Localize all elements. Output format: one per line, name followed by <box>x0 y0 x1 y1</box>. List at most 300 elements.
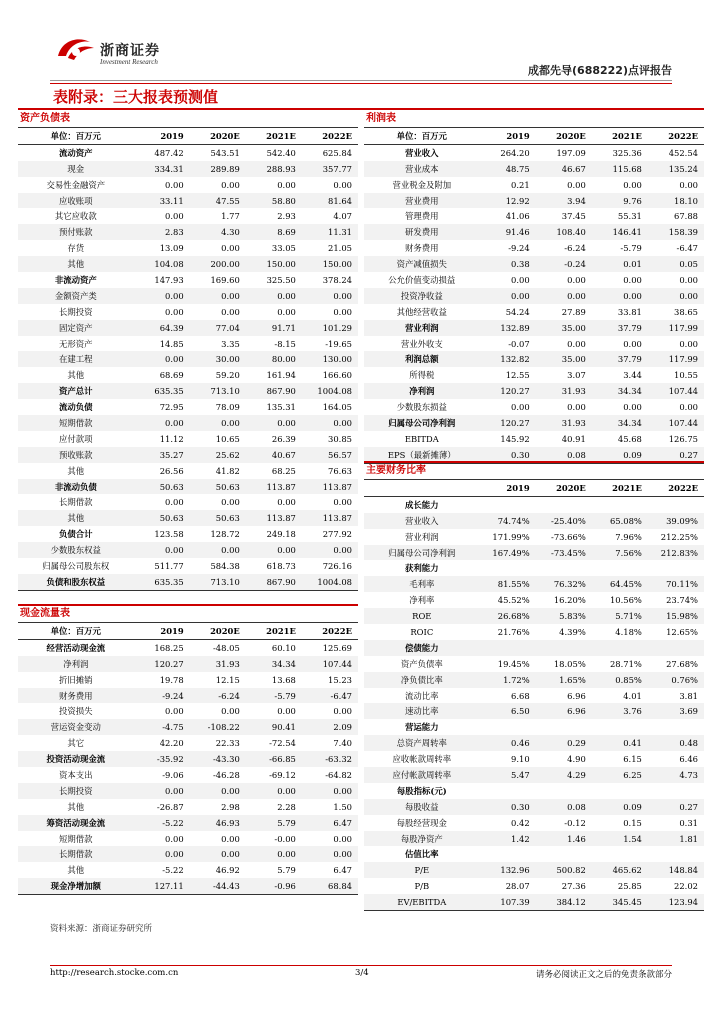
cashflow-table <box>18 622 358 895</box>
cell-value: 76.32% <box>536 576 592 592</box>
cell-value: 0.00 <box>134 288 190 304</box>
row-label: 其它 <box>67 738 85 749</box>
cell-value: -19.65 <box>325 338 352 349</box>
cell-value: 31.93 <box>536 415 592 431</box>
table-row <box>364 224 704 240</box>
cell-value: 584.38 <box>210 560 240 571</box>
cell-value: 150.00 <box>246 256 302 272</box>
cell-value: 0.30 <box>480 799 536 815</box>
cell-value: 200.00 <box>190 256 246 272</box>
cell-value: 0.00 <box>277 497 296 508</box>
cell-value: 289.89 <box>190 161 246 177</box>
row-label: P/E <box>364 862 480 878</box>
table-row <box>364 783 704 799</box>
cell-value: 6.25 <box>592 767 648 783</box>
table-row <box>18 862 358 878</box>
table-row <box>364 894 704 910</box>
cell-value: 212.25% <box>660 531 698 542</box>
cell-value: 249.18 <box>266 529 296 540</box>
cell-value: 50.63 <box>134 510 190 526</box>
cell-value: -0.07 <box>508 338 530 349</box>
table-row <box>364 367 704 383</box>
cell-value: 635.35 <box>134 574 190 590</box>
row-label: 营业利润 <box>405 531 439 542</box>
table-row <box>364 496 704 512</box>
heading-rule <box>18 108 704 110</box>
cell-value: 0.00 <box>221 833 240 844</box>
cell-value: 625.84 <box>322 147 352 158</box>
table-row <box>364 719 704 735</box>
table-row <box>364 513 704 529</box>
table-row <box>18 463 358 479</box>
column-header-year: 2019 <box>480 128 536 145</box>
cell-value: 135.31 <box>266 402 296 413</box>
row-label: 现金 <box>18 161 134 177</box>
cell-value: 123.94 <box>648 894 704 910</box>
cell-value: 0.00 <box>302 846 358 862</box>
cell-value: 0.00 <box>567 338 586 349</box>
cell-value: 80.00 <box>246 351 302 367</box>
cell-value: 27.89 <box>561 306 586 317</box>
cell-value: 50.63 <box>134 479 190 495</box>
cell-value: 4.01 <box>623 690 642 701</box>
row-label: 筹资活动现金流 <box>18 815 134 831</box>
row-label: 其他经营收益 <box>396 306 447 317</box>
cell-value: 78.09 <box>215 402 240 413</box>
page-number: 3/4 <box>355 968 369 978</box>
table-row <box>364 529 704 545</box>
cell-value <box>648 560 704 576</box>
cell-value: 635.35 <box>134 383 190 399</box>
cell-value: 0.08 <box>536 447 592 463</box>
cell-value: -6.24 <box>190 688 246 704</box>
cell-value: 9.76 <box>592 193 648 209</box>
cell-value: 487.42 <box>154 147 184 158</box>
row-label: 少数股东损益 <box>396 402 447 413</box>
row-label: 交易性金融资产 <box>46 179 106 190</box>
cell-value: 169.60 <box>210 274 240 285</box>
cell-value: 0.38 <box>480 256 536 272</box>
cell-value: 378.24 <box>322 274 352 285</box>
cell-value: 74.74% <box>480 513 536 529</box>
table-row <box>18 703 358 719</box>
cell-value: 0.00 <box>277 179 296 190</box>
cell-value: 77.04 <box>190 320 246 336</box>
cell-value: 16.20% <box>553 595 586 606</box>
row-label: 折旧摊销 <box>59 674 93 685</box>
row-label: 净利率 <box>409 595 435 606</box>
cell-value: -48.05 <box>212 642 240 653</box>
cell-value: 357.77 <box>302 161 358 177</box>
cell-value: -9.06 <box>162 769 184 780</box>
cell-value: 0.00 <box>623 338 642 349</box>
cell-value: 0.00 <box>190 288 246 304</box>
table-row <box>364 320 704 336</box>
row-label: 短期借款 <box>18 415 134 431</box>
row-label: 短期借款 <box>59 833 93 844</box>
row-label: 资本支出 <box>59 769 93 780</box>
cell-value: 4.29 <box>536 767 592 783</box>
cell-value: 40.91 <box>561 433 586 444</box>
cell-value: 713.10 <box>190 383 246 399</box>
cell-value: -25.40% <box>536 513 592 529</box>
table-row <box>18 256 358 272</box>
cell-value: 150.00 <box>302 256 358 272</box>
cell-value: 2.83 <box>134 224 190 240</box>
cell-value: 5.47 <box>480 767 536 783</box>
cell-value: 9.10 <box>511 754 530 765</box>
cell-value: 0.15 <box>623 817 642 828</box>
row-label: 无形资产 <box>59 338 93 349</box>
cell-value: 6.96 <box>536 703 592 719</box>
cell-value: 5.79 <box>277 865 296 876</box>
table-row <box>364 703 704 719</box>
cell-value: 0.85% <box>592 672 648 688</box>
table-header-row <box>18 128 358 145</box>
cell-value: 18.05% <box>553 658 586 669</box>
column-header-year: 2020E <box>536 128 592 145</box>
cell-value: 108.40 <box>536 224 592 240</box>
row-label: 获利能力 <box>405 563 439 574</box>
column-header-unit: 单位：百万元 <box>364 128 480 145</box>
table-row <box>364 799 704 815</box>
row-label: 其他 <box>67 801 85 812</box>
footer-url[interactable]: http://research.stocke.com.cn <box>50 968 179 978</box>
table-row <box>18 719 358 735</box>
cell-value: 0.00 <box>246 288 302 304</box>
table-row <box>18 639 358 655</box>
cell-value: 19.78 <box>159 674 184 685</box>
cell-value: 128.72 <box>210 529 240 540</box>
table-row <box>18 767 358 783</box>
cell-value: -66.85 <box>246 751 302 767</box>
row-label: 流动资产 <box>59 147 93 158</box>
row-label: 负债合计 <box>59 529 93 540</box>
cell-value: 1.46 <box>536 831 592 847</box>
cell-value: 6.15 <box>623 754 642 765</box>
row-label: 非流动资产 <box>54 274 97 285</box>
cell-value: 0.00 <box>480 288 536 304</box>
row-label: 归属母公司净利润 <box>364 415 480 431</box>
column-header-year: 2020E <box>190 128 246 145</box>
table-row <box>364 672 704 688</box>
row-label: ROE <box>364 608 480 624</box>
cell-value: 15.23 <box>328 674 352 685</box>
cell-value: 125.69 <box>322 642 352 653</box>
cell-value: 0.00 <box>190 415 246 431</box>
cell-value: -8.15 <box>274 338 296 349</box>
cell-value: 2.93 <box>277 211 296 222</box>
header-divider <box>50 80 672 81</box>
cell-value: 4.73 <box>648 767 704 783</box>
row-label: 所得税 <box>409 370 435 381</box>
table-row <box>364 608 704 624</box>
column-header-year: 2020E <box>536 480 592 497</box>
balance-sheet-panel <box>18 111 358 591</box>
row-label: 归属母公司净利润 <box>364 545 480 561</box>
cell-value: 264.20 <box>500 147 530 158</box>
cell-value: 0.27 <box>648 447 704 463</box>
footer-divider <box>50 965 672 966</box>
row-label: 营运能力 <box>405 722 439 733</box>
table-row <box>364 272 704 288</box>
cell-value: 10.65 <box>215 433 240 444</box>
table-header-row <box>364 480 704 497</box>
table-row <box>364 878 704 894</box>
cell-value: 2.28 <box>277 801 296 812</box>
row-label: EV/EBITDA <box>364 894 480 910</box>
column-header-year: 2019 <box>134 623 190 640</box>
table-row <box>364 545 704 561</box>
row-label: P/B <box>414 881 430 892</box>
cell-value: 161.94 <box>266 370 296 381</box>
cell-value <box>536 846 592 862</box>
cell-value: 1.81 <box>648 831 704 847</box>
row-label: 少数股东权益 <box>18 542 134 558</box>
table-row <box>18 240 358 256</box>
cell-value: 1004.08 <box>302 574 358 590</box>
row-label: 净利润 <box>364 383 480 399</box>
cell-value: 500.82 <box>536 862 592 878</box>
cell-value: 1.50 <box>333 801 352 812</box>
cell-value: 0.76% <box>648 672 704 688</box>
cell-value <box>592 846 648 862</box>
cell-value: 68.69 <box>159 370 184 381</box>
row-label: 毛利率 <box>364 576 480 592</box>
cell-value: 0.00 <box>246 783 302 799</box>
ratios-table <box>364 479 704 911</box>
cell-value: 3.35 <box>221 338 240 349</box>
row-label: 存货 <box>67 243 85 254</box>
row-label: 营业利润 <box>364 320 480 336</box>
cell-value: 0.00 <box>333 833 352 844</box>
cell-value: 26.68% <box>480 608 536 624</box>
table-row <box>18 831 358 847</box>
cell-value: 58.80 <box>246 193 302 209</box>
table-row <box>364 383 704 399</box>
cell-value: 0.27 <box>648 799 704 815</box>
row-label: 其他 <box>67 465 85 476</box>
cell-value <box>480 719 536 735</box>
cell-value: -9.24 <box>508 243 530 254</box>
cell-value: 0.41 <box>592 735 648 751</box>
cell-value: 101.29 <box>302 320 358 336</box>
row-label: 每股经营现金 <box>396 817 447 828</box>
row-label: 总资产周转率 <box>364 735 480 751</box>
cell-value: -0.96 <box>246 878 302 894</box>
row-label: 投资净收益 <box>364 288 480 304</box>
cell-value: 27.68% <box>666 658 698 669</box>
table-row <box>364 767 704 783</box>
table-row <box>364 144 704 160</box>
cell-value: -72.54 <box>269 738 296 749</box>
cell-value: 81.55% <box>480 576 536 592</box>
cell-value: 10.56% <box>609 595 642 606</box>
row-label: 营业收入 <box>405 147 439 158</box>
row-label: 利润总额 <box>364 351 480 367</box>
row-label: 营业成本 <box>364 161 480 177</box>
cell-value: 120.27 <box>134 656 190 672</box>
cell-value: 25.85 <box>617 881 642 892</box>
column-header-year: 2022E <box>648 480 704 497</box>
cell-value: 37.79 <box>592 320 648 336</box>
cell-value: 0.00 <box>221 243 240 254</box>
cell-value: 45.68 <box>617 433 642 444</box>
cell-value: 0.00 <box>679 402 698 413</box>
table-row <box>18 383 358 399</box>
cell-value: 25.62 <box>190 447 246 463</box>
cell-value <box>648 783 704 799</box>
cell-value <box>648 496 704 512</box>
cell-value: 113.87 <box>302 510 358 526</box>
cell-value: 27.36 <box>561 881 586 892</box>
cell-value: 0.00 <box>165 179 184 190</box>
table-row <box>364 624 704 640</box>
table-row <box>18 272 358 288</box>
cell-value: 3.07 <box>567 370 586 381</box>
table-row <box>364 256 704 272</box>
cell-value: 34.34 <box>592 383 648 399</box>
cell-value: 0.00 <box>648 288 704 304</box>
cell-value <box>536 496 592 512</box>
cell-value: 212.83% <box>648 545 704 561</box>
cell-value: 113.87 <box>302 479 358 495</box>
cell-value: 107.44 <box>648 415 704 431</box>
income-statement-panel <box>364 111 704 464</box>
row-label: 长期借款 <box>59 497 93 508</box>
cell-value: -73.66% <box>551 531 586 542</box>
cell-value <box>480 783 536 799</box>
cell-value: -5.79 <box>620 243 642 254</box>
row-label: 投资活动现金流 <box>18 751 134 767</box>
row-label: 每股净资产 <box>364 831 480 847</box>
cell-value: 46.67 <box>536 161 592 177</box>
table-row <box>364 240 704 256</box>
cell-value: 0.00 <box>277 306 296 317</box>
table-row <box>364 815 704 831</box>
table-row <box>18 224 358 240</box>
cell-value: 166.60 <box>322 370 352 381</box>
cell-value: 68.84 <box>302 878 358 894</box>
row-label: 金额资产类 <box>18 288 134 304</box>
cell-value: 50.63 <box>190 479 246 495</box>
table-row <box>364 831 704 847</box>
cell-value: 6.46 <box>679 754 698 765</box>
cell-value: 132.82 <box>480 351 536 367</box>
header-accent-divider <box>50 83 672 84</box>
row-label: 营业收入 <box>364 513 480 529</box>
table-row <box>364 161 704 177</box>
table-row <box>364 193 704 209</box>
cell-value: 0.00 <box>190 846 246 862</box>
cell-value: 0.09 <box>592 799 648 815</box>
column-header-year: 2022E <box>302 128 358 145</box>
cell-value: 2.09 <box>302 719 358 735</box>
ratios-panel <box>364 461 704 911</box>
cell-value: 0.00 <box>511 274 530 285</box>
brand-name: 浙商证券 <box>100 43 160 59</box>
row-label: 营业外收支 <box>400 338 443 349</box>
cell-value: 1.72% <box>480 672 536 688</box>
cell-value: 1.65% <box>536 672 592 688</box>
cell-value: 28.71% <box>609 658 642 669</box>
cell-value: 64.45% <box>592 576 648 592</box>
cell-value: 0.00 <box>333 497 352 508</box>
cell-value: 288.93 <box>246 161 302 177</box>
table-row <box>18 208 358 224</box>
column-header-unit <box>364 480 480 497</box>
cell-value: 197.09 <box>556 147 586 158</box>
table-row <box>364 336 704 352</box>
cell-value: 12.65% <box>666 626 698 637</box>
table-row <box>18 558 358 574</box>
cell-value <box>536 640 592 656</box>
cell-value: 10.55 <box>674 370 698 381</box>
row-label: 每股指标(元) <box>396 785 447 796</box>
table-row <box>364 862 704 878</box>
column-header-year: 2021E <box>592 480 648 497</box>
cell-value: 0.00 <box>221 306 240 317</box>
table-row <box>18 815 358 831</box>
cell-value: 59.20 <box>215 370 240 381</box>
row-label: 其他 <box>67 865 85 876</box>
cell-value: 0.00 <box>134 542 190 558</box>
cell-value: 0.29 <box>536 735 592 751</box>
cell-value: 0.46 <box>480 735 536 751</box>
cell-value: 107.44 <box>648 383 704 399</box>
cell-value: 90.41 <box>246 719 302 735</box>
row-label: 公允价值变动损益 <box>388 274 456 285</box>
cell-value: 0.00 <box>679 274 698 285</box>
cell-value: 167.49% <box>480 545 536 561</box>
cell-value: 31.93 <box>536 383 592 399</box>
cell-value: 12.55 <box>505 370 530 381</box>
table-row <box>364 304 704 320</box>
row-label: 预付账款 <box>18 224 134 240</box>
table-row <box>18 526 358 542</box>
cell-value: 452.54 <box>668 147 698 158</box>
table-row <box>364 560 704 576</box>
cell-value: 104.08 <box>134 256 190 272</box>
table-row <box>18 415 358 431</box>
cell-value: 7.56% <box>592 545 648 561</box>
cell-value: 0.00 <box>134 783 190 799</box>
row-label: 负债和股东权益 <box>18 574 134 590</box>
cell-value: 146.41 <box>592 224 648 240</box>
cell-value: 2.98 <box>221 801 240 812</box>
cell-value: 0.31 <box>679 817 698 828</box>
row-label: ROIC <box>410 626 434 637</box>
cell-value: 48.75 <box>480 161 536 177</box>
table-row <box>364 688 704 704</box>
column-header-year: 2019 <box>480 480 536 497</box>
cell-value: 0.00 <box>623 402 642 413</box>
row-label: 在建工程 <box>18 351 134 367</box>
cell-value: 0.00 <box>623 274 642 285</box>
cell-value <box>536 783 592 799</box>
cell-value: 72.95 <box>159 402 184 413</box>
cell-value: 33.81 <box>617 306 642 317</box>
table-row <box>364 288 704 304</box>
cell-value: 126.75 <box>668 433 698 444</box>
row-label: 研发费用 <box>364 224 480 240</box>
cell-value: 0.00 <box>134 351 190 367</box>
cell-value: 1.77 <box>221 211 240 222</box>
cell-value: 325.36 <box>612 147 642 158</box>
cell-value: 3.44 <box>623 370 642 381</box>
cell-value: 26.39 <box>271 433 296 444</box>
cell-value: 7.40 <box>333 738 352 749</box>
